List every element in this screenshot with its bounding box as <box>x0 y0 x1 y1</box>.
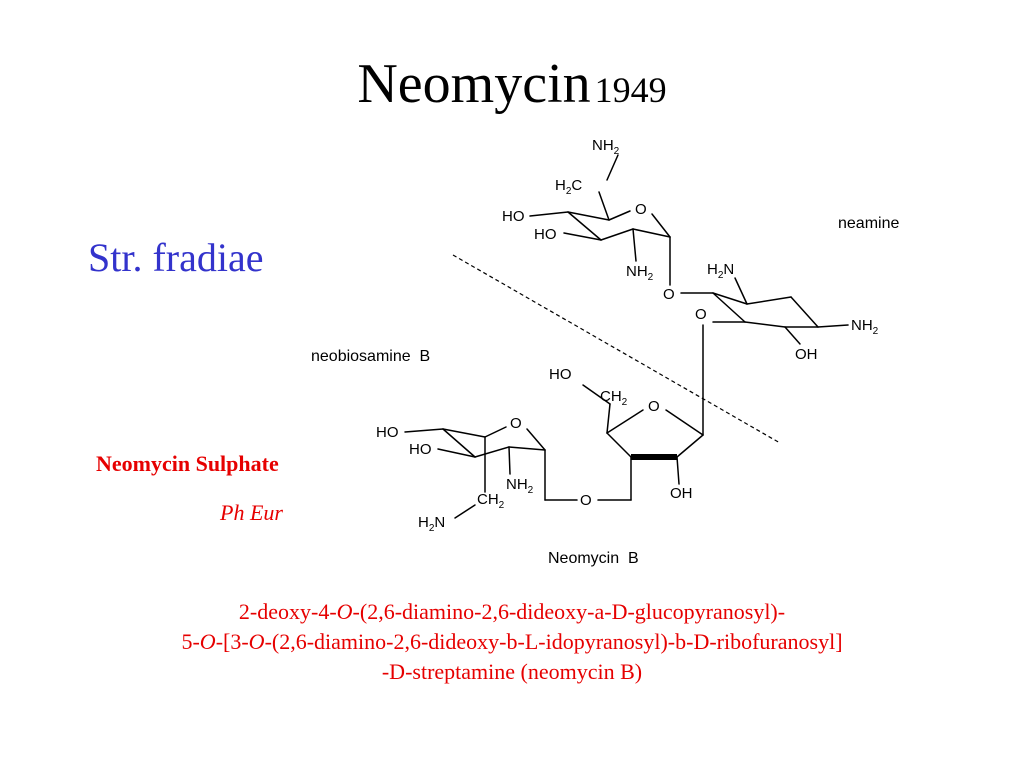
methylene-group: $H_2C$ <box>555 177 583 197</box>
cleavage-line <box>453 255 780 443</box>
title-main: Neomycin <box>357 53 591 115</box>
iupac-text: -(2,6-diamino-2,6-dideoxy-b-L-idopyranosyl)-b-D-ribofuranosyl] <box>264 629 843 654</box>
hydroxyl-group: HO <box>534 226 557 243</box>
title-year: 1949 <box>594 70 667 110</box>
iupac-line-3: -D-streptamine (neomycin B) <box>381 659 643 684</box>
pharmacopoeia: Ph Eur <box>220 500 283 525</box>
bonds <box>405 155 848 518</box>
hydroxyl-group: OH <box>670 485 693 502</box>
hydroxyl-group: OH <box>795 346 818 363</box>
iupac-text: 5- <box>181 629 200 654</box>
amino-group: $NH_2$ <box>626 263 654 283</box>
hydroxyl-group: HO <box>502 208 525 225</box>
iupac-italic-o: O <box>199 629 216 654</box>
glycosidic-oxygen: O <box>580 492 592 509</box>
hydroxyl-group: HO <box>376 424 399 441</box>
ring-oxygen: O <box>648 398 660 415</box>
product-name: Neomycin Sulphate <box>96 451 279 476</box>
iupac-italic-o: O <box>248 629 265 654</box>
iupac-text: -(2,6-diamino-2,6-dideoxy-a-D-glucopyranosyl)- <box>352 599 786 624</box>
methylene-group: $CH_2$ <box>477 491 505 511</box>
caption-neamine: neamine <box>838 215 900 232</box>
caption-compound: Neomycin B <box>548 550 639 567</box>
bold-bond <box>631 454 677 460</box>
iupac-italic-o: O <box>336 599 353 624</box>
amino-group: $NH_2$ <box>851 317 879 337</box>
glycosidic-oxygen: O <box>663 286 675 303</box>
hydroxyl-group: HO <box>549 366 572 383</box>
ring-oxygen: O <box>510 415 522 432</box>
amino-group: $NH_2$ <box>592 137 620 157</box>
producing-organism: Str. fradiae <box>88 235 264 280</box>
hydroxyl-group: HO <box>409 441 432 458</box>
amino-group: $H_2N$ <box>418 514 446 534</box>
iupac-text: -[3- <box>215 629 249 654</box>
caption-neobiosamine: neobiosamine B <box>311 348 431 365</box>
ring-oxygen: O <box>635 201 647 218</box>
amino-group: $H_2N$ <box>707 261 735 281</box>
amino-group: $NH_2$ <box>506 476 534 496</box>
glycosidic-oxygen: O <box>695 306 707 323</box>
iupac-text: 2-deoxy-4- <box>238 599 337 624</box>
methylene-group: $CH_2$ <box>600 388 628 408</box>
